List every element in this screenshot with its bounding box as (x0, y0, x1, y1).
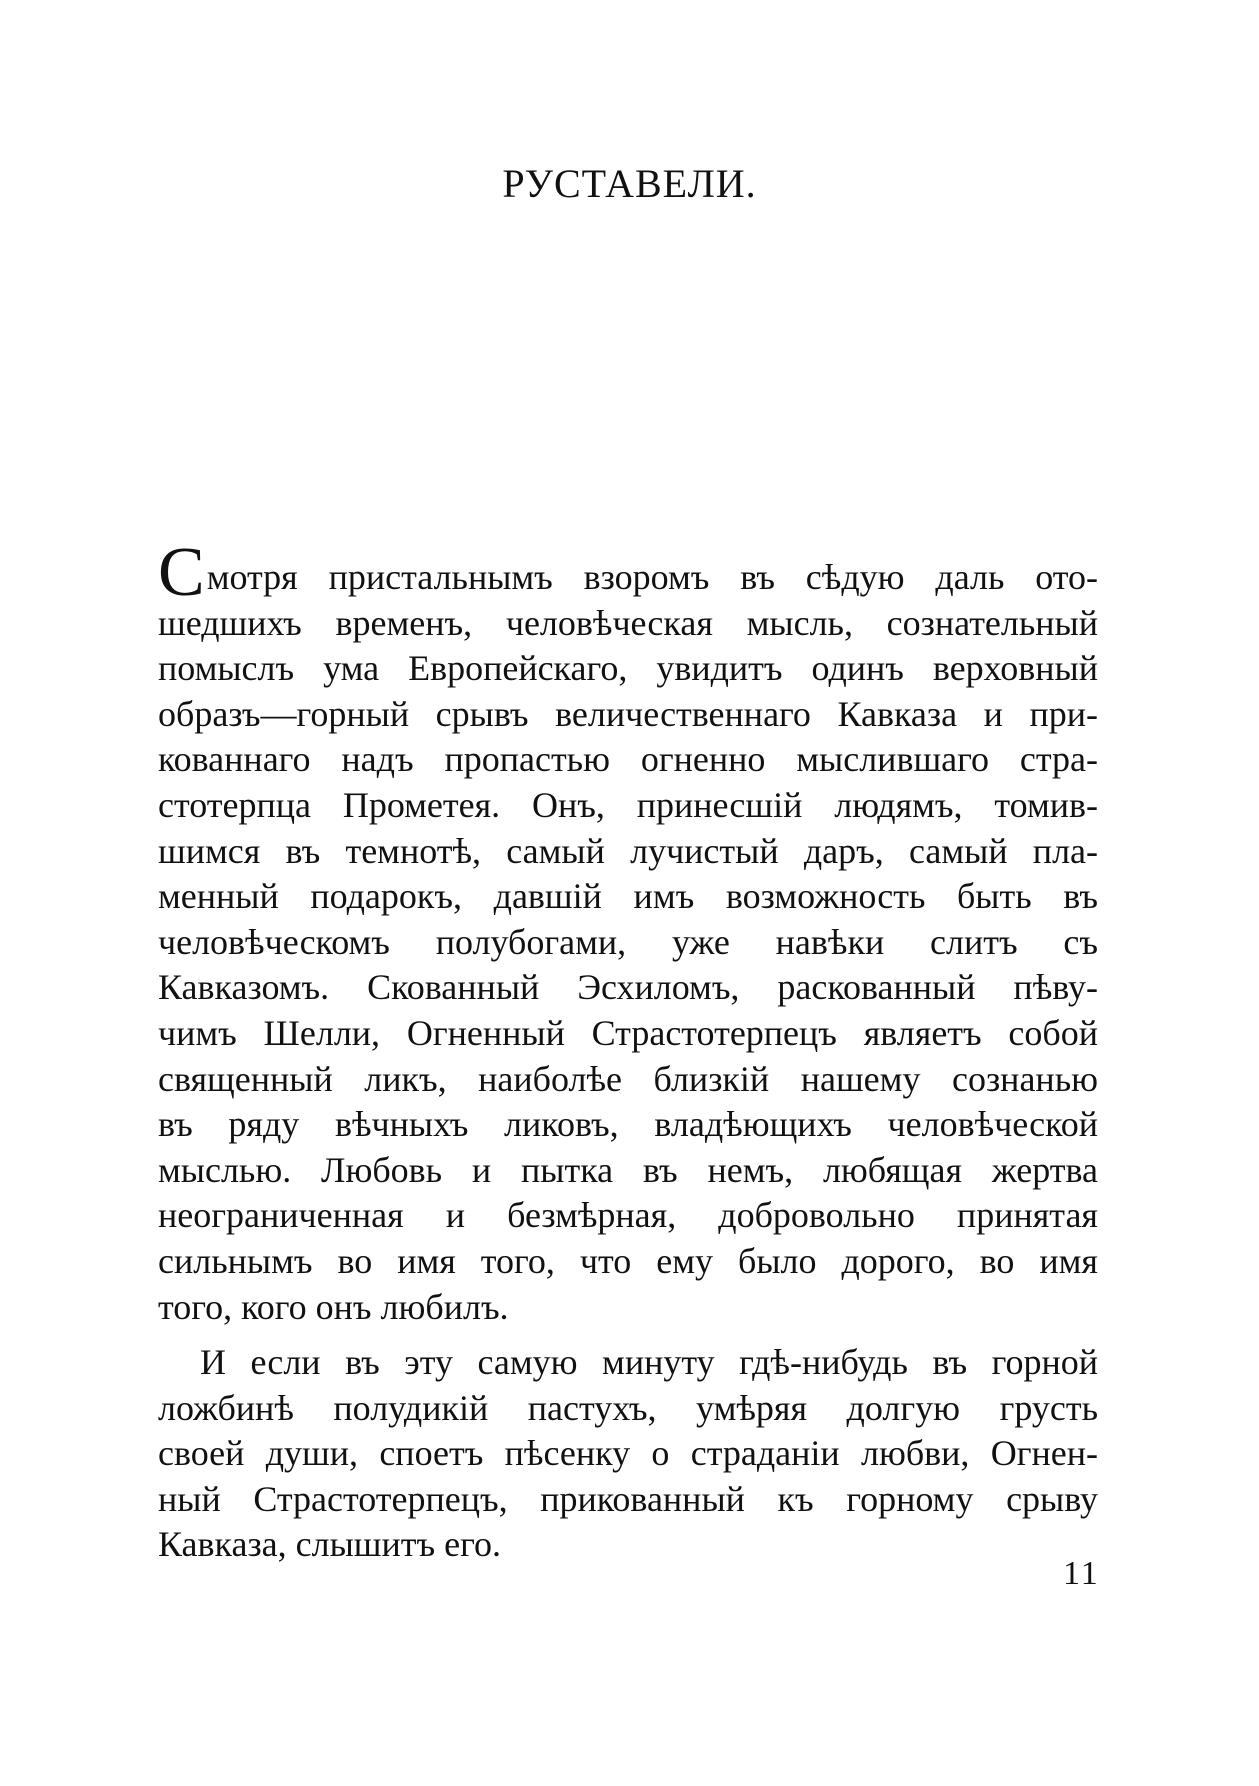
chapter-title: РУСТАВЕЛИ. (502, 161, 757, 206)
text-line: кованнаго надъ пропастью огненно мыслившаго стра- (158, 739, 1098, 780)
text-line: мыслью. Любовь и пытка въ немъ, любящая жертва (158, 1149, 1098, 1190)
text-line: образъ—горный срывъ величественнаго Кавказа и при- (158, 693, 1098, 734)
text-line: ложбинѣ полудикій пастухъ, умѣряя долгую грусть (158, 1387, 1098, 1428)
text-line: священный ликъ, наиболѣе близкій нашему сознанью (158, 1058, 1098, 1099)
text-line: Кавказомъ. Скованный Эсхиломъ, раскованный пѣву- (158, 967, 1098, 1008)
paragraph-gap (158, 1330, 1098, 1340)
text-line: неограниченная и безмѣрная, добровольно принятая (158, 1195, 1098, 1236)
paragraph-2 (158, 1340, 1098, 1568)
text-line: шедшихъ временъ, человѣческая мысль, сознательный (158, 602, 1098, 643)
drop-cap: С (158, 534, 205, 611)
text-line: шимся въ темнотѣ, самый лучистый даръ, самый пла- (158, 830, 1098, 871)
page-number: 11 (1063, 1555, 1100, 1592)
text-line: Смотря пристальнымъ взоромъ въ сѣдую даль ото- (158, 534, 1098, 611)
text-line: человѣческомъ полубогами, уже навѣки слитъ съ (158, 921, 1098, 962)
paragraph-1 (158, 534, 1098, 1330)
text-line: того, кого онъ любилъ. (158, 1286, 509, 1327)
body-text (158, 534, 1098, 1568)
text-line: въ ряду вѣчныхъ ликовъ, владѣющихъ человѣческой (158, 1104, 1098, 1145)
text-line: стотерпца Прометея. Онъ, принесшій людямъ, томив- (158, 784, 1098, 825)
text-line: помыслъ ума Европейскаго, увидитъ одинъ верховный (158, 648, 1098, 689)
text-line: И если въ эту самую минуту гдѣ-нибудь въ горной (200, 1342, 1098, 1383)
text-line: своей души, споетъ пѣсенку о страданіи любви, Огнен- (158, 1433, 1098, 1474)
text-line: чимъ Шелли, Огненный Страстотерпецъ являетъ собой (158, 1012, 1098, 1053)
text-line: менный подарокъ, давшій имъ возможность быть въ (158, 876, 1098, 917)
text-line: сильнымъ во имя того, что ему было дорого, во имя (158, 1240, 1098, 1281)
text-line: Кавказа, слышитъ его. (158, 1524, 501, 1565)
text-line: ный Страстотерпецъ, прикованный къ горному срыву (158, 1478, 1098, 1519)
